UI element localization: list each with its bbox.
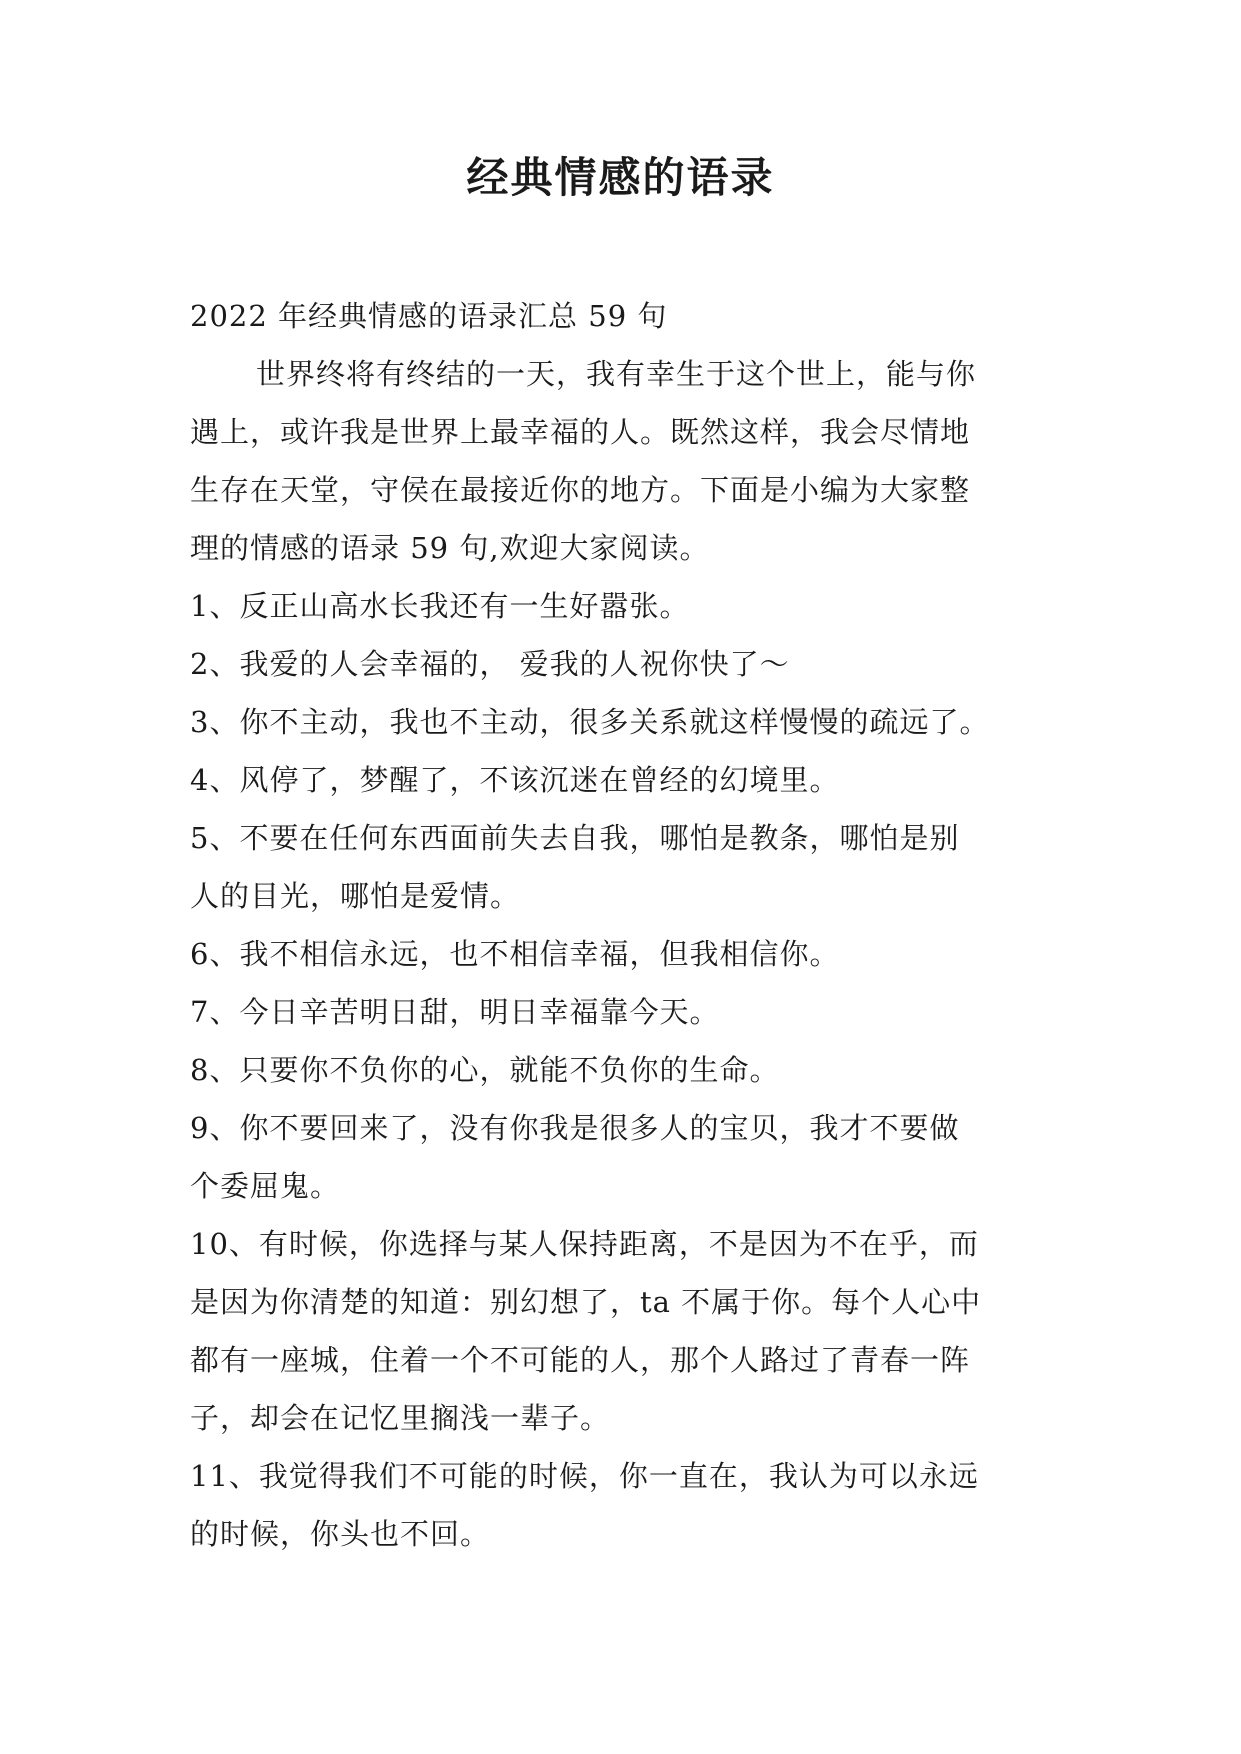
quote-item-8: [190, 1041, 1070, 1099]
quote-line: 7、今日辛苦明日甜，明日幸福靠今天。: [190, 995, 720, 1029]
document-subtitle: 2022 年经典情感的语录汇总 59 句: [190, 299, 668, 333]
quote-line: 的时候，你头也不回。: [190, 1517, 491, 1551]
document-title: 经典情感的语录: [466, 153, 775, 202]
quote-line: 子，却会在记忆里搁浅一辈子。: [190, 1401, 611, 1435]
quote-line: 个委屈鬼。: [190, 1169, 341, 1203]
quote-line: 5、不要在任何东西面前失去自我，哪怕是教条，哪怕是别: [190, 821, 960, 855]
quote-item-9: [190, 1099, 1070, 1215]
quote-item-3: [190, 693, 1070, 751]
quote-line: 都有一座城，住着一个不可能的人，那个人路过了青春一阵: [190, 1343, 971, 1377]
intro-line: 世界终将有终结的一天，我有幸生于这个世上，能与你: [256, 357, 977, 391]
intro-paragraph: [190, 345, 1070, 577]
quote-item-4: [190, 751, 1070, 809]
quote-line: 2、我爱的人会幸福的， 爱我的人祝你快了～: [190, 647, 790, 681]
quote-item-11: [190, 1447, 1070, 1563]
quote-line: 1、反正山高水长我还有一生好嚣张。: [190, 589, 690, 623]
quote-item-6: [190, 925, 1070, 983]
quote-item-5: [190, 809, 1070, 925]
quote-line: 11、我觉得我们不可能的时候，你一直在，我认为可以永远: [190, 1459, 979, 1493]
intro-line: 理的情感的语录 59 句,欢迎大家阅读。: [190, 531, 710, 565]
quote-line: 8、只要你不负你的心，就能不负你的生命。: [190, 1053, 780, 1087]
quote-item-1: [190, 577, 1070, 635]
quote-item-7: [190, 983, 1070, 1041]
quote-line: 4、风停了，梦醒了，不该沉迷在曾经的幻境里。: [190, 763, 840, 797]
quote-line: 10、有时候，你选择与某人保持距离，不是因为不在乎，而: [190, 1227, 979, 1261]
quote-line: 6、我不相信永远，也不相信幸福，但我相信你。: [190, 937, 840, 971]
quote-line: 人的目光，哪怕是爱情。: [190, 879, 521, 913]
quote-line: 3、你不主动，我也不主动，很多关系就这样慢慢的疏远了。: [190, 705, 990, 739]
quote-line: 9、你不要回来了，没有你我是很多人的宝贝，我才不要做: [190, 1111, 960, 1145]
quote-line: 是因为你清楚的知道：别幻想了，ta 不属于你。每个人心中: [190, 1285, 982, 1319]
intro-line: 生存在天堂，守侯在最接近你的地方。下面是小编为大家整: [190, 473, 971, 507]
intro-line: 遇上，或许我是世界上最幸福的人。既然这样，我会尽情地: [190, 415, 971, 449]
quote-item-10: [190, 1215, 1070, 1447]
quote-item-2: [190, 635, 1070, 693]
document-body: [190, 287, 1070, 1563]
